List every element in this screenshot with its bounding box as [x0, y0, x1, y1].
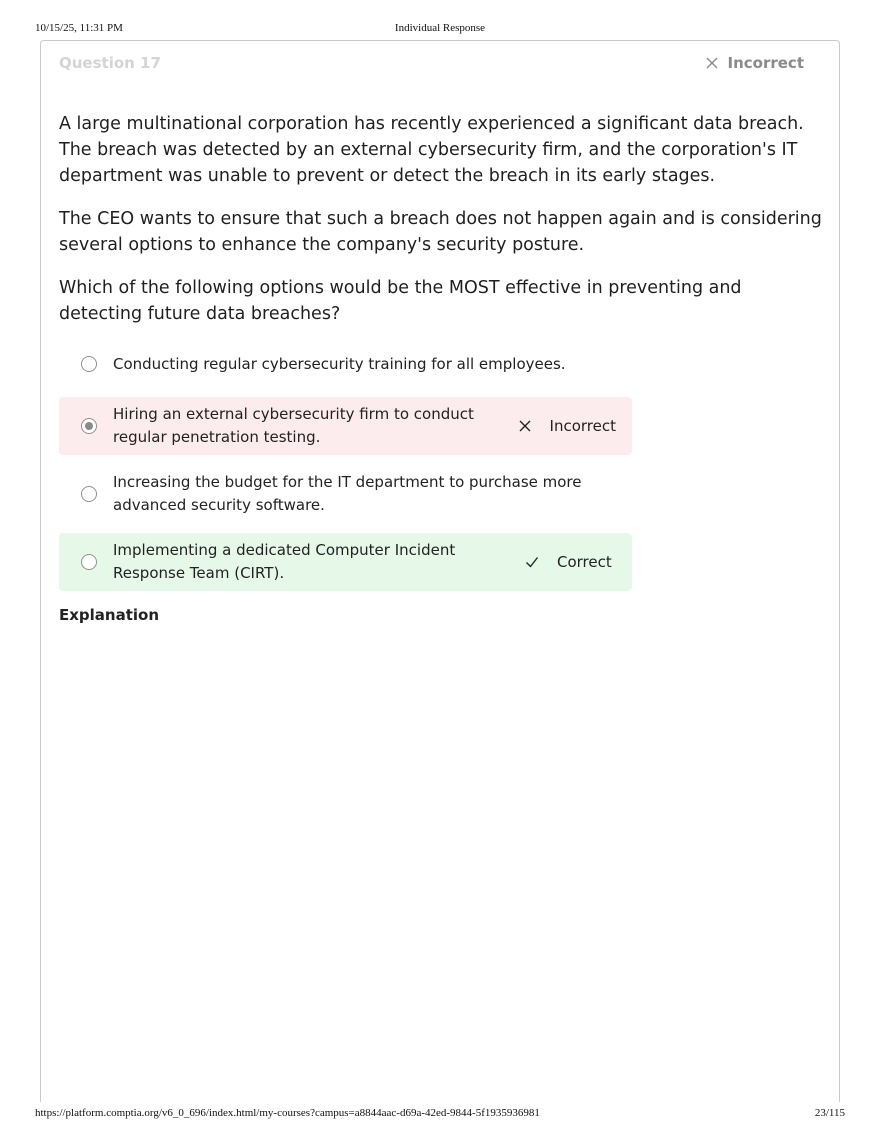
question-status-label: Incorrect: [727, 54, 804, 72]
answer-option-label: Implementing a dedicated Computer Incident Response Team (CIRT).: [113, 541, 456, 582]
answer-option-label: Hiring an external cybersecurity firm to conduct regular penetration testing.: [113, 405, 474, 446]
print-footer: [35, 1107, 845, 1121]
radio-dot: [85, 422, 93, 430]
radio-button[interactable]: [81, 554, 97, 570]
print-datetime: 10/15/25, 11:31 PM: [35, 22, 123, 34]
question-card: [40, 40, 840, 1102]
print-header: [35, 22, 845, 36]
close-icon: [518, 419, 532, 433]
answer-feedback: [525, 553, 612, 571]
question-number: Question 17: [59, 54, 161, 72]
question-status: [705, 54, 805, 72]
close-icon: [705, 56, 719, 70]
answer-option-4[interactable]: [59, 533, 632, 591]
check-icon: [525, 555, 539, 569]
answer-option-label: Increasing the budget for the IT department to purchase more advanced security software.: [113, 473, 582, 514]
feedback-label: Correct: [557, 553, 612, 571]
explanation-heading: Explanation: [59, 606, 160, 624]
answer-option-1[interactable]: [59, 341, 632, 387]
answer-feedback: [518, 417, 616, 435]
answer-option-label: Conducting regular cybersecurity training for all employees.: [113, 354, 566, 373]
feedback-label: Incorrect: [549, 417, 616, 435]
radio-button[interactable]: [81, 486, 97, 502]
question-prompt: [59, 111, 829, 344]
prompt-paragraph: The CEO wants to ensure that such a breach does not happen again and is considering several options to enhance the company's security posture.: [59, 209, 822, 255]
print-page-number: 23/115: [814, 1107, 845, 1119]
print-title: Individual Response: [394, 22, 486, 34]
radio-button-selected[interactable]: [81, 418, 97, 434]
print-url: https://platform.comptia.org/v6_0_696/index.html/my-courses?campus=a8844aac-d69a-42ed-9844-5f1935936981: [35, 1107, 540, 1119]
radio-button[interactable]: [81, 356, 97, 372]
prompt-paragraph: Which of the following options would be the MOST effective in preventing and detecting future data breaches?: [59, 278, 742, 324]
prompt-paragraph: A large multinational corporation has recently experienced a significant data breach. The breach was detected by an external cybersecurity firm, and the corporation's IT department was unable to prevent or detect the breach in its early stages.: [59, 114, 804, 186]
answer-options: [59, 341, 632, 601]
answer-option-2[interactable]: [59, 397, 632, 455]
answer-option-3[interactable]: [59, 465, 632, 523]
